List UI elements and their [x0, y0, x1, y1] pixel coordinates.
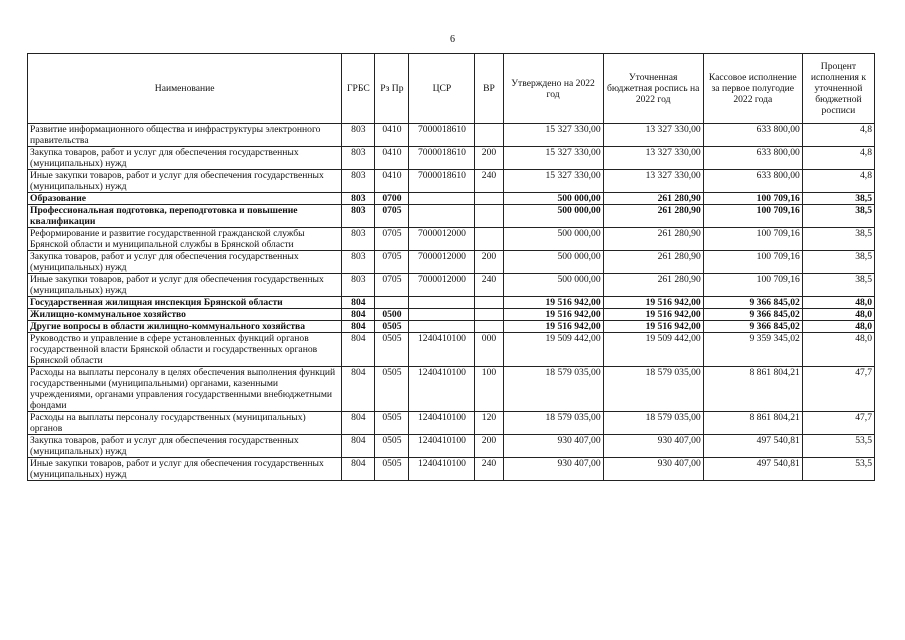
cell-vr	[475, 297, 503, 309]
cell-name: Иные закупки товаров, работ и услуг для обеспечения государственных (муниципальных) нужд	[28, 170, 342, 193]
cell-rzpr: 0705	[375, 251, 409, 274]
cell-vr: 000	[475, 333, 503, 367]
table-row	[28, 147, 875, 170]
cell-revised: 261 280,90	[603, 228, 703, 251]
cell-vr: 100	[475, 367, 503, 412]
cell-csr	[409, 297, 475, 309]
cell-csr: 1240410100	[409, 333, 475, 367]
cell-percent: 47,7	[802, 412, 874, 435]
table-row	[28, 193, 875, 205]
cell-percent: 48,0	[802, 309, 874, 321]
cell-revised: 261 280,90	[603, 274, 703, 297]
cell-cash: 633 800,00	[703, 124, 802, 147]
table-row	[28, 367, 875, 412]
cell-cash: 9 366 845,02	[703, 297, 802, 309]
cell-percent: 48,0	[802, 321, 874, 333]
header-revised: Уточненная бюджетная роспись на 2022 год	[603, 54, 703, 124]
cell-cash: 8 861 804,21	[703, 367, 802, 412]
cell-grbs: 803	[342, 147, 375, 170]
cell-csr	[409, 309, 475, 321]
cell-rzpr	[375, 297, 409, 309]
cell-grbs: 803	[342, 251, 375, 274]
cell-name: Государственная жилищная инспекция Брянской области	[28, 297, 342, 309]
cell-cash: 633 800,00	[703, 147, 802, 170]
cell-name: Иные закупки товаров, работ и услуг для обеспечения государственных (муниципальных) нужд	[28, 458, 342, 481]
cell-csr: 7000018610	[409, 170, 475, 193]
cell-percent: 38,5	[802, 251, 874, 274]
cell-vr	[475, 205, 503, 228]
cell-csr: 1240410100	[409, 458, 475, 481]
cell-grbs: 803	[342, 193, 375, 205]
cell-vr: 240	[475, 274, 503, 297]
table-body	[28, 124, 875, 481]
cell-csr: 7000012000	[409, 228, 475, 251]
cell-approved: 19 516 942,00	[503, 321, 603, 333]
cell-vr: 240	[475, 170, 503, 193]
table-row	[28, 124, 875, 147]
table-row	[28, 412, 875, 435]
header-vr: ВР	[475, 54, 503, 124]
cell-name: Жилищно-коммунальное хозяйство	[28, 309, 342, 321]
cell-percent: 53,5	[802, 435, 874, 458]
cell-name: Расходы на выплаты персоналу в целях обеспечения выполнения функций государственными (муниципальными) органами, казенными учреждениями, органами управления государственными внебюджетными фондами	[28, 367, 342, 412]
cell-grbs: 804	[342, 435, 375, 458]
cell-name: Реформирование и развитие государственной гражданской службы Брянской области и муниципальной службы в Брянской области	[28, 228, 342, 251]
cell-rzpr: 0410	[375, 170, 409, 193]
header-grbs: ГРБС	[342, 54, 375, 124]
cell-percent: 47,7	[802, 367, 874, 412]
cell-approved: 18 579 035,00	[503, 367, 603, 412]
cell-cash: 9 366 845,02	[703, 321, 802, 333]
cell-grbs: 804	[342, 321, 375, 333]
table-row	[28, 170, 875, 193]
cell-percent: 4,8	[802, 124, 874, 147]
table-row	[28, 205, 875, 228]
cell-vr	[475, 309, 503, 321]
cell-approved: 19 516 942,00	[503, 297, 603, 309]
cell-revised: 261 280,90	[603, 251, 703, 274]
cell-csr: 7000018610	[409, 147, 475, 170]
cell-rzpr: 0705	[375, 205, 409, 228]
cell-name: Иные закупки товаров, работ и услуг для обеспечения государственных (муниципальных) нужд	[28, 274, 342, 297]
budget-execution-table	[27, 53, 875, 481]
cell-approved: 18 579 035,00	[503, 412, 603, 435]
cell-rzpr: 0700	[375, 193, 409, 205]
cell-csr: 7000018610	[409, 124, 475, 147]
cell-csr: 1240410100	[409, 435, 475, 458]
cell-percent: 53,5	[802, 458, 874, 481]
cell-name: Другие вопросы в области жилищно-коммунального хозяйства	[28, 321, 342, 333]
cell-cash: 497 540,81	[703, 435, 802, 458]
cell-csr	[409, 205, 475, 228]
cell-name: Образование	[28, 193, 342, 205]
header-name: Наименование	[28, 54, 342, 124]
cell-approved: 500 000,00	[503, 228, 603, 251]
cell-vr: 200	[475, 251, 503, 274]
cell-name: Профессиональная подготовка, переподготовка и повышение квалификации	[28, 205, 342, 228]
cell-cash: 9 366 845,02	[703, 309, 802, 321]
cell-revised: 261 280,90	[603, 205, 703, 228]
cell-approved: 500 000,00	[503, 193, 603, 205]
cell-approved: 930 407,00	[503, 435, 603, 458]
cell-rzpr: 0505	[375, 321, 409, 333]
cell-rzpr: 0505	[375, 412, 409, 435]
cell-revised: 19 509 442,00	[603, 333, 703, 367]
cell-grbs: 804	[342, 458, 375, 481]
cell-name: Закупка товаров, работ и услуг для обеспечения государственных (муниципальных) нужд	[28, 147, 342, 170]
cell-rzpr: 0410	[375, 147, 409, 170]
cell-revised: 13 327 330,00	[603, 170, 703, 193]
table-row	[28, 309, 875, 321]
cell-rzpr: 0500	[375, 309, 409, 321]
cell-rzpr: 0410	[375, 124, 409, 147]
cell-grbs: 803	[342, 228, 375, 251]
cell-revised: 19 516 942,00	[603, 297, 703, 309]
cell-grbs: 804	[342, 412, 375, 435]
table-row	[28, 228, 875, 251]
cell-cash: 8 861 804,21	[703, 412, 802, 435]
cell-vr: 200	[475, 147, 503, 170]
cell-cash: 633 800,00	[703, 170, 802, 193]
header-percent: Процент исполнения к уточненной бюджетной росписи	[802, 54, 874, 124]
cell-approved: 19 509 442,00	[503, 333, 603, 367]
cell-percent: 38,5	[802, 193, 874, 205]
cell-approved: 15 327 330,00	[503, 124, 603, 147]
cell-approved: 15 327 330,00	[503, 147, 603, 170]
cell-grbs: 803	[342, 274, 375, 297]
table-row	[28, 333, 875, 367]
cell-vr: 120	[475, 412, 503, 435]
cell-approved: 15 327 330,00	[503, 170, 603, 193]
cell-vr	[475, 193, 503, 205]
cell-revised: 930 407,00	[603, 458, 703, 481]
cell-csr: 7000012000	[409, 251, 475, 274]
cell-percent: 4,8	[802, 147, 874, 170]
cell-revised: 930 407,00	[603, 435, 703, 458]
cell-approved: 500 000,00	[503, 251, 603, 274]
table-row	[28, 297, 875, 309]
cell-csr	[409, 321, 475, 333]
table-header-row	[28, 54, 875, 124]
page-number: 6	[450, 34, 455, 45]
cell-percent: 38,5	[802, 228, 874, 251]
cell-rzpr: 0505	[375, 333, 409, 367]
header-rzpr: Рз Пр	[375, 54, 409, 124]
table-row	[28, 458, 875, 481]
cell-vr	[475, 321, 503, 333]
cell-percent: 48,0	[802, 297, 874, 309]
cell-grbs: 803	[342, 170, 375, 193]
table-row	[28, 321, 875, 333]
cell-revised: 13 327 330,00	[603, 124, 703, 147]
table-row	[28, 435, 875, 458]
cell-grbs: 804	[342, 309, 375, 321]
cell-vr: 240	[475, 458, 503, 481]
cell-name: Развитие информационного общества и инфраструктуры электронного правительства	[28, 124, 342, 147]
cell-revised: 261 280,90	[603, 193, 703, 205]
cell-vr: 200	[475, 435, 503, 458]
cell-approved: 500 000,00	[503, 205, 603, 228]
cell-grbs: 804	[342, 333, 375, 367]
cell-vr	[475, 124, 503, 147]
cell-csr	[409, 193, 475, 205]
cell-revised: 19 516 942,00	[603, 309, 703, 321]
cell-name: Расходы на выплаты персоналу государственных (муниципальных) органов	[28, 412, 342, 435]
cell-percent: 38,5	[802, 205, 874, 228]
cell-approved: 19 516 942,00	[503, 309, 603, 321]
cell-name: Закупка товаров, работ и услуг для обеспечения государственных (муниципальных) нужд	[28, 435, 342, 458]
cell-grbs: 804	[342, 297, 375, 309]
cell-revised: 13 327 330,00	[603, 147, 703, 170]
table-row	[28, 251, 875, 274]
cell-csr: 1240410100	[409, 412, 475, 435]
cell-csr: 7000012000	[409, 274, 475, 297]
cell-revised: 18 579 035,00	[603, 412, 703, 435]
cell-name: Руководство и управление в сфере установленных функций органов государственной власти Брянской области и государственных органов Брянской области	[28, 333, 342, 367]
cell-revised: 18 579 035,00	[603, 367, 703, 412]
table-row	[28, 274, 875, 297]
cell-cash: 100 709,16	[703, 274, 802, 297]
cell-cash: 100 709,16	[703, 193, 802, 205]
cell-percent: 4,8	[802, 170, 874, 193]
cell-cash: 100 709,16	[703, 205, 802, 228]
cell-approved: 930 407,00	[503, 458, 603, 481]
cell-rzpr: 0505	[375, 367, 409, 412]
cell-cash: 100 709,16	[703, 251, 802, 274]
cell-csr: 1240410100	[409, 367, 475, 412]
cell-vr	[475, 228, 503, 251]
cell-grbs: 804	[342, 367, 375, 412]
cell-revised: 19 516 942,00	[603, 321, 703, 333]
cell-grbs: 803	[342, 124, 375, 147]
cell-approved: 500 000,00	[503, 274, 603, 297]
cell-rzpr: 0705	[375, 274, 409, 297]
header-approved: Утверждено на 2022 год	[503, 54, 603, 124]
cell-cash: 497 540,81	[703, 458, 802, 481]
cell-percent: 48,0	[802, 333, 874, 367]
cell-name: Закупка товаров, работ и услуг для обеспечения государственных (муниципальных) нужд	[28, 251, 342, 274]
cell-rzpr: 0505	[375, 435, 409, 458]
header-cash: Кассовое исполнение за первое полугодие 2022 года	[703, 54, 802, 124]
cell-rzpr: 0505	[375, 458, 409, 481]
cell-percent: 38,5	[802, 274, 874, 297]
cell-cash: 100 709,16	[703, 228, 802, 251]
cell-cash: 9 359 345,02	[703, 333, 802, 367]
header-csr: ЦСР	[409, 54, 475, 124]
cell-grbs: 803	[342, 205, 375, 228]
cell-rzpr: 0705	[375, 228, 409, 251]
